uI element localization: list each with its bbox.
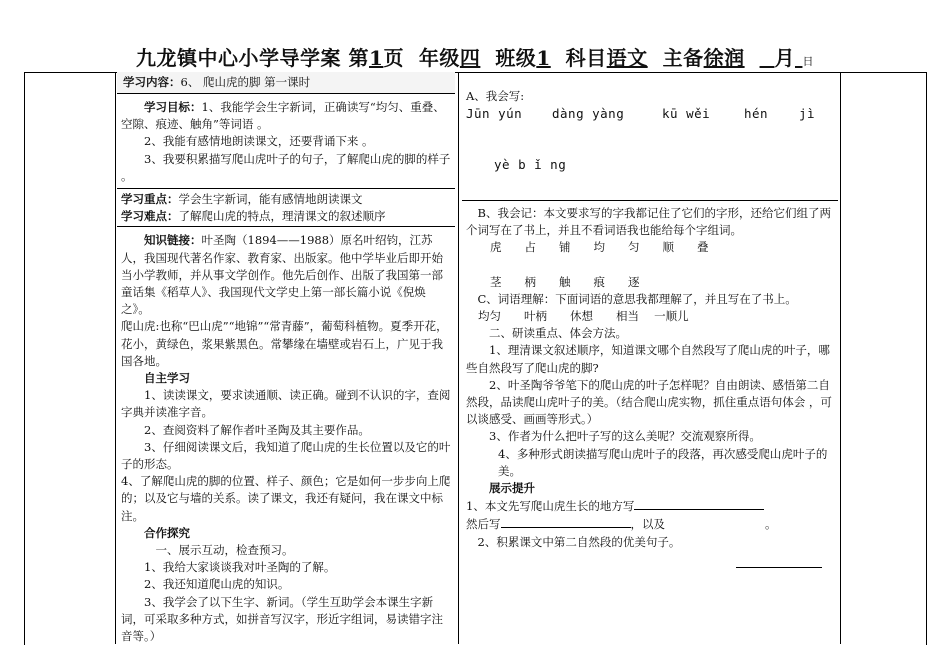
pinyin-row-2: yè b ǐ ng [494, 157, 567, 173]
learning-content: 知识链接：叶圣陶（1894——1988）原名叶绍钧，江苏人，我国现代著名作家、教育家、出版家。他中学毕业后即开始当小学教师，并从事文学创作。他先后创作、出版了我国第一部童话集《稻草人》、我国现代文学史上第一部长篇小说《倪焕之》。 爬山虎:也称“巴山虎”“地锦”“常青藤”，葡萄科植物。夏季开花，花小，黄绿色，浆果紫黑色。常攀缘在墙壁或岩石上，广见于我国各地。 自主学习 1、读读课文，要求读通顺、读正确。碰到不认识的字，查阅字典并读准字音。 2、查阅资料了解作者叶圣陶及其主要作品。 3、仔细阅读课文后，我知道了爬山虎的生长位置以及它的叶子的形态。 4、了解爬山虎的脚的位置、样子、颜色；它是如何一步步向上爬的；以及它与墙的关系。读了课文，我还有疑问，我在课文中标注。 合作探究 一、展示互动，检查预习。 1、我给大家谈谈我对叶圣陶的了解。 2、我还知道爬山虎的知识。 3、我学会了以下生字、新词。（学生互助学会本课生字新词，可采取多种方式，如拼音写汉字，形近字组词，易读错字注音等。） [121, 233, 451, 644]
class-value: 1 [536, 46, 551, 70]
study-section: B、我会记：本文要求写的字我都记住了它们的字形，还给它们组了两个词写在了书上，并且不看词语我也能给每个字组词。 虎 占 铺 均 匀 顺 叠 茎 柄 触 痕 逐 C、词语理解：下面词语的意思我都理解了，并且写在了书上。 均匀 叶柄 休想 相当 一顺儿 二、研读重点、体会方法。 1、理清课文叙述顺序，知道课文哪个自然段写了爬山虎的叶子，哪些自然段写了爬山虎的脚? 2、叶圣陶爷爷笔下的爬山虎的叶子怎样呢？自由朗读、感悟第二自然段，品读爬山虎叶子的美。（结合爬山虎实物，抓住重点语句体会 ，可以谈感受、画画等形式。） 3、作者为什么把叶子写的这么美呢？交流观察所得。 4、多种形式朗读描写爬山虎叶子的段落，再次感受爬山虎叶子的美。 展示提升 1、本文先写爬山虎生长的地方写 然后写 ，以及 。 2、积累课文中第二自然段的优美句子。 [462, 201, 838, 573]
learning-goals: 学习目标：1、我能学会生字新词，正确读写“均匀、重叠、空隙、痕迹、触角”等词语 。 2、我能有感情地朗读课文，还要背诵下来 。 3、我要积累描写爬山虎叶子的句子，了解爬山虎的脚的样子 。 [117, 94, 455, 189]
document-header: 九龙镇中心小学导学案 第1页 年级四 班级1 科目语文 主备徐润 月 日 [136, 46, 814, 70]
pinyin-row: Jūn yún dàng yàng kū wěi hén jì [466, 106, 816, 122]
table-divider [840, 72, 841, 644]
page-number: 1 [369, 46, 384, 70]
key-difficulty: 学习重点：学会生字新词，能有感情地朗读课文 学习难点：了解爬山虎的特点，理清课文的叙述顺序 [117, 189, 455, 227]
lesson-title: 6、 爬山虎的脚 第一课时 [180, 74, 311, 89]
lesson-title-row: 学习内容： 6、 爬山虎的脚 第一课时 [117, 72, 455, 94]
answer-blank[interactable] [665, 515, 765, 528]
answer-blank[interactable] [634, 497, 764, 510]
writing-section: A、我会写: Jūn yún dàng yàng kū wěi hén jì yè b ǐ ng [462, 72, 838, 201]
grade-value: 四 [459, 46, 481, 70]
knowledge-link: 叶圣陶（1894——1988）原名叶绍钧，江苏人，我国现代著名作家、教育家、出版家。他中学毕业后即开始当小学教师，并从事文学创作。他先后创作、出版了我国第一部童话集《稻草人》、我国现代文学史上第一部长篇小说《倪焕之》。 [121, 233, 443, 317]
table-divider [458, 72, 459, 644]
subject-value: 语文 [606, 46, 648, 70]
cooperation-title: 合作探究 [144, 525, 190, 540]
left-column [117, 72, 455, 645]
preparer-value: 徐润 [703, 46, 745, 70]
plant-note: 爬山虎:也称“巴山虎”“地锦”“常青藤”，葡萄科植物。夏季开花，花小，黄绿色，浆果紫黑色。常攀缘在墙壁或岩石上，广见于我国各地。 [121, 319, 448, 368]
school-name: 九龙镇中心小学导学案 [136, 46, 342, 70]
word-list: 均匀 叶柄 休想 相当 一顺儿 [478, 309, 689, 324]
chars-row-2: 茎 柄 触 痕 逐 [490, 274, 640, 289]
chars-row-1: 虎 占 铺 均 匀 顺 叠 [490, 240, 709, 255]
show-title: 展示提升 [489, 481, 535, 496]
right-column [462, 72, 838, 573]
answer-blank[interactable] [501, 515, 631, 528]
self-study-title: 自主学习 [144, 371, 190, 386]
table-divider [115, 72, 116, 644]
question-2: 2、积累课文中第二自然段的优美句子。 [477, 534, 681, 549]
answer-blank[interactable] [736, 555, 822, 568]
fill-in-question-1: 1、本文先写爬山虎生长的地方写 [466, 497, 834, 515]
